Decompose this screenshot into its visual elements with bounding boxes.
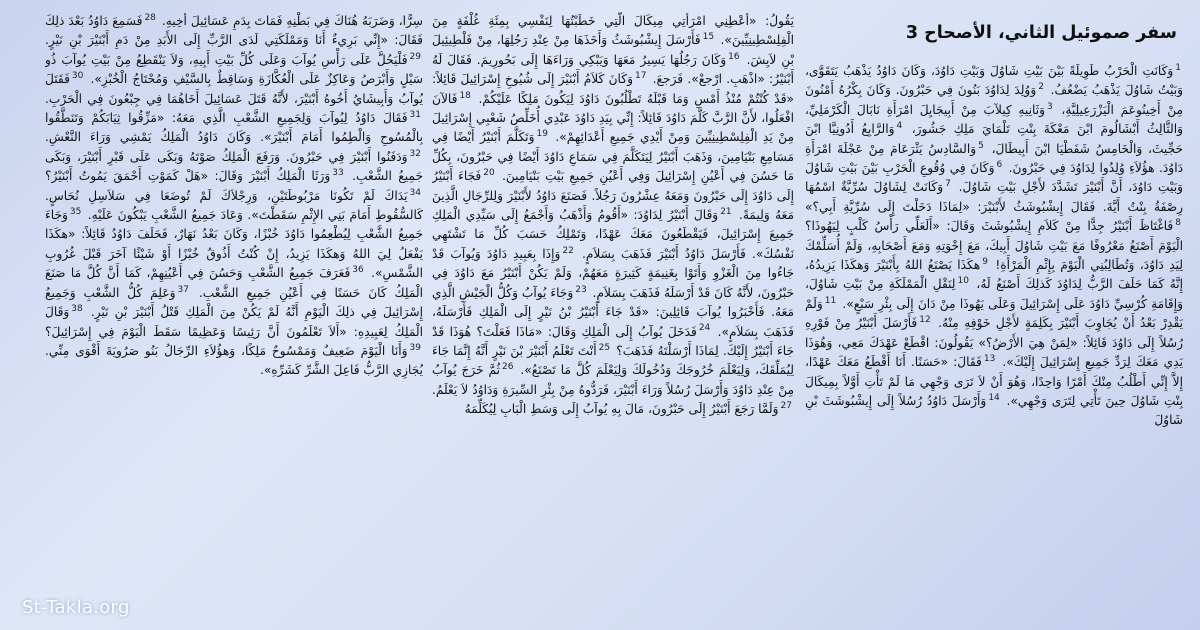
verse-number: 1: [1175, 62, 1181, 73]
verse-text: وَكَانَتْ لِشَاوُلَ سُرِّيَّةٌ اسْمُهَا رِصْفَةُ بِنْتُ أَيَّةَ. فَقَالَ إِيشْبُوشَثُ لأَبْنَيْرَ: «لِمَاذَا دَخَلْتَ إِلَى سُرِّيَّةِ أَبِي؟»: [805, 180, 1183, 214]
page-title: سفر صموئيل الثاني، الأصحاح 3: [905, 23, 1177, 43]
verse-number: 2: [1038, 82, 1044, 93]
verse-text: وَالسَّادِسُ يَثْرَعَامَ مِنْ عَجْلَةَ امْرَأَةِ دَاوُدَ. هؤُلاَءِ وُلِدُوا لِدَاوُدَ فِي حَبْرُونَ.: [805, 141, 1183, 176]
verse: [45, 344, 423, 377]
verse-number: 15: [702, 32, 715, 43]
text-column-2: [432, 12, 794, 612]
verse-number: 32: [409, 148, 421, 159]
verse-text: فَعَرَفَ جَمِيعُ الشَّعْبِ وَحَسُنَ فِي أَعْيُنِهِمْ، كَمَا أَنَّ كُلَّ مَا صَنَعَ الْمَلِكُ كَانَ حَسَنًا فِي أَعْيُنِ جَمِيعِ الشَّعْبِ.: [45, 266, 423, 300]
verse-text: وَجَاءَ جَمِيعُ الشَّعْبِ لِيُطْعِمُوا دَاوُدَ خُبْزًا، وَكَانَ بَعْدُ نَهَارٌ، فَحَلَفَ دَاوُدُ قَائِلاً: «هكَذَا يَفْعَلُ لِيَ اللهُ وَهكَذَا يَزِيدُ، إِنْ كُنْتُ أَذُوقُ خُبْزًا أَوْ شَيْئًا آخَرَ قَبْلَ غُرُوبِ الشَّمْسِ».: [45, 208, 423, 281]
verse-number: 25: [598, 342, 611, 353]
verse-text: لِنَقْلِ الْمَمْلَكَةِ مِنْ بَيْتِ شَاوُلَ، وَإِقَامَةِ كُرْسِيِّ دَاوُدَ عَلَى إِسْرَائِيلَ وَعَلَى يَهُوذَا مِنْ دَانَ إِلَى بِئْرِ سَبْعٍ».: [805, 277, 1183, 311]
verse-text: وَثَانِيهِ كِيلآبَ مِنْ أَبِيجَايِلَ امْرَأَةِ نَابَالَ الْكَرْمَلِيِّ، وَالثَّالِثُ أَبْشَالُومَ ابْنَ مَعْكَةَ بِنْتِ تَلْمَايَ مَلِكِ جَشُورَ،: [805, 102, 1183, 137]
text-column-1: [805, 20, 1183, 620]
verse-number: 38: [71, 304, 83, 315]
verse-list: [45, 12, 423, 381]
verse-number: 22: [562, 245, 574, 256]
verse-list: [805, 62, 1183, 431]
verse-list: [432, 12, 794, 420]
verse-number: 21: [720, 207, 732, 217]
verse: [45, 53, 423, 86]
verse-text: وَكَانَتِ الْحَرْبُ طَوِيلَةً بَيْنَ بَيْتِ شَاوُلَ وَبَيْتِ دَاوُدَ، وَكَانَ دَاوُدُ يَذْهَبُ يَتَقَوَّى، وَبَيْتُ شَاوُلَ يَذْهَبُ يَضْعُفُ.: [805, 64, 1183, 98]
verse-number: 36: [352, 265, 364, 276]
verse-text: وَقَالَ الْمَلِكُ لِعَبِيدِهِ: «أَلاَ تَعْلَمُونَ أَنَّ رَئِيسًا وَعَظِيمًا سَقَطَ الْيَوْمَ فِي إِسْرَائِيلَ؟: [45, 305, 423, 339]
verse-number: 29: [409, 51, 421, 62]
verse-number: 24: [698, 323, 711, 334]
verse-number: 6: [996, 159, 1003, 170]
verse-number: 34: [409, 187, 421, 198]
verse-number: 28: [144, 12, 156, 23]
verse-number: 30: [71, 71, 84, 82]
verse-number: 26: [502, 362, 514, 373]
verse-number: 17: [634, 71, 647, 82]
verse-number: 27: [780, 401, 792, 412]
verse-number: 11: [824, 295, 837, 306]
verse-text: وَلَمْ يَقْدِرْ بَعْدُ أَنْ يُجَاوِبَ أَبْنَيْرَ بِكَلِمَةٍ لأَجْلِ خَوْفِهِ مِنْهُ.: [805, 296, 1183, 331]
verse-text: وَكَانَ فِي وُقُوعِ الْحَرْبِ بَيْنَ بَيْتِ شَاوُلَ وَبَيْتِ دَاوُدَ، أَنَّ أَبْنَيْرَ تَشَدَّدَ لأَجْلِ بَيْتِ شَاوُلَ.: [805, 161, 1183, 195]
verse: [45, 189, 423, 222]
verse-number: 18: [459, 90, 471, 101]
verse-number: 37: [177, 284, 189, 295]
verse-text: هكَذَا يَصْنَعُ اللهُ بِأَبْنَيْرَ وَهكَذَا يَزِيدُهُ، إِنَّهُ كَمَا حَلَفَ الرَّبُّ لِدَاوُدَ كَذلِكَ أَصْنَعُ لَهُ،: [805, 258, 1183, 292]
verse-number: 9: [982, 257, 988, 267]
verse-number: 5: [978, 140, 984, 151]
text-column-3: [45, 12, 423, 612]
verse-number: 20: [483, 168, 495, 179]
verse-text: وَكَانَ كَلاَمُ أَبْنَيْرَ إِلَى شُيُوخِ إِسْرَائِيلَ قَائِلاً: «قَدْ كُنْتُمْ مُنْذُ أَمْسِ وَمَا قَبْلَهُ تَطْلُبُونَ دَاوُدَ لِيَكُونَ مَلِكًا عَلَيْكُمْ.: [432, 72, 794, 106]
verse-text: فَسَمِعَ دَاوُدُ بَعْدَ ذلِكَ فَقَالَ: «إِنِّي بَرِيءٌ أَنَا وَمَمْلَكَتِي لَدَى الرَّبِّ إِلَى الأَبَدِ مِنْ دَمِ أَبْنَيْرَ بْنِ نَيْرٍ.: [45, 14, 423, 48]
verse: [465, 402, 794, 416]
verse-text: فَلْيَحُلَّ عَلَى رَأْسِ يُوآبَ وَعَلَى كُلِّ بَيْتِ أَبِيهِ، وَلاَ يَنْقَطِعُ مِنْ بَيْتِ يُوآبَ ذُو سَيْلٍ وَأَبْرَصُ وَعَاكِزٌ عَلَى الْعُكَّازَةِ وَسَاقِطٌ بِالسَّيْفِ وَمُحْتَاجُ الْخُبْزِ».: [45, 52, 423, 87]
verse-text: وَالرَّابِعُ أَدُونِيَّا ابْنَ حَجِّيثَ، وَالْخَامِسُ شَفَطْيَا ابْنَ أَبِيطَالَ،: [805, 122, 1183, 156]
verse-text: وَإِذَا بِعَبِيدِ دَاوُدَ وَيُوآبَ قَدْ جَاءُوا مِنَ الْغَزْوِ وَأَتَوْا بِغَنِيمَةٍ كَثِيرَةٍ مَعَهُمْ، وَلَمْ يَكُنْ أَبْنَيْرُ مَعَ دَاوُدَ فِي حَبْرُونَ، لأَنَّهُ كَانَ قَدْ أَرْسَلَهُ فَذَهَبَ بِسَلاَمٍ.: [432, 246, 794, 300]
verse: [45, 169, 346, 183]
verse-text: أَنْتَ تَعْلَمُ أَبْنَيْرَ بْنَ نَيْرٍ أَنَّهُ إِنَّمَا جَاءَ لِيُمَلِّقَكَ، وَلِيَعْلَمَ خُرُوجَكَ وَدُخُولَكَ وَلِيَعْلَمَ كُلَّ مَا تَصْنَعُ».: [432, 343, 794, 378]
verse-text: وَوُلِدَ لِدَاوُدَ بَنُونَ فِي حَبْرُونَ. وَكَانَ بِكْرُهُ أَمْنُونَ مِنْ أَخِينُوعَمَ الْيَزْرَعِيلِيَّةِ،: [805, 83, 1183, 117]
site-watermark: St-Takla.org: [22, 597, 130, 618]
verse-number: 16: [728, 51, 740, 62]
verse-text: وَتَكَلَّمَ أَبْنَيْرُ أَيْضًا فِي مَسَامِعِ بَنْيَامِينَ، وَذَهَبَ أَبْنَيْرُ لِيَتَكَلَّمَ فِي سَمَاعِ دَاوُدَ أَيْضًا فِي حَبْرُونَ، بِكُلِّ مَا حَسُنَ فِي أَعْيُنِ إِسْرَائِيلَ وَفِي أَعْيُنِ جَمِيعِ بَيْتِ بَنْيَامِينَ.: [432, 130, 794, 184]
verse-text: فَقَالَ: «حَسَنًا. أَنَا أَقْطَعُ مَعَكَ عَهْدًا، إِلاَّ إِنِّي أَطْلُبُ مِنْكَ أَمْرًا وَاحِدًا، وَهُوَ أَنْ لاَ تَرَى وَجْهِي مَا لَمْ تَأْتِ أَوَّلاً بِمِيكَالَ بِنْتِ شَاوُلَ حِينَ تَأْتِي لِتَرَى وَجْهِي».: [805, 355, 1183, 408]
verse-number: 14: [988, 392, 1000, 403]
verse: [45, 111, 423, 144]
verse-text: وَقَالَ أَبْنَيْرُ لِدَاوُدَ: «أَقُومُ وَأَذْهَبُ وَأَجْمَعُ إِلَى سَيِّدِي الْمَلِكِ جَمِيعَ إِسْرَائِيلَ، فَيَقْطَعُونَ مَعَكَ عَهْدًا، وَتَمْلِكُ حَسَبَ كُلِّ مَا تَشْتَهِي نَفْسُكَ». فَأَرْسَلَ دَاوُدُ أَبْنَيْرَ فَذَهَبَ بِسَلاَمٍ.: [432, 208, 794, 261]
verse-text: وَأَرْسَلَ دَاوُدُ رُسُلاً إِلَى إِيشْبُوشَثَ بْنِ شَاوُلَ: [805, 393, 1183, 428]
verse-number: 39: [409, 342, 421, 353]
verse-text: يَدَاكَ لَمْ تَكُونَا مَرْبُوطَتَيْنِ، وَرِجْلاَكَ لَمْ تُوضَعَا فِي سَلاَسِلِ نُحَاسٍ. كَالسُّقُوطِ أَمَامَ بَنِي الإِثْمِ سَقَطْتَ». وَعَادَ جَمِيعُ الشَّعْبِ يَبْكُونَ عَلَيْهِ.: [45, 188, 423, 223]
verse-number: 35: [69, 207, 82, 217]
verse-text: وَرَثَا الْمَلِكُ أَبْنَيْرَ وَقَالَ: «هَلْ كَمَوْتِ أَحْمَقَ يَمُوتُ أَبْنَيْرُ؟: [45, 169, 331, 184]
verse-text: يَقُولُ: «أَعْطِنِي امْرَأَتِي مِيكَالَ الَّتِي خَطَبْتُهَا لِنَفْسِي بِمِئَةِ غُلْفَةٍ مِنَ الْفِلِسْطِينِيِّينَ».: [432, 14, 794, 48]
verse-text: فَدَخَلَ يُوآبُ إِلَى الْمَلِكِ وَقَالَ: «مَاذَا فَعَلْتَ؟ هُوَذَا قَدْ جَاءَ أَبْنَيْرُ إِلَيْكَ. لِمَاذَا أَرْسَلْتَهُ فَذَهَبَ؟: [432, 324, 794, 358]
verse-text: وَكَانَ رَجُلُهَا يَسِيرُ مَعَهَا وَيَبْكِي وَرَاءَهَا إِلَى بَحُورِيمَ. فَقَالَ لَهُ أَبْنَيْرُ: «اذْهَبِ. ارْجعْ». فَرَجعَ.: [432, 52, 794, 87]
verse-number: 19: [536, 129, 548, 140]
verse-number: 8: [1175, 218, 1181, 229]
verse-text: وَعَلِمَ كُلُّ الشَّعْبِ وَجَمِيعُ إِسْرَائِيلَ فِي ذلِكَ الْيَوْمِ أَنَّهُ لَمْ يَكُنْ مِنَ الْمَلِكِ قَتْلُ أَبْنَيْرَ بْنِ نَيْرٍ.: [45, 285, 423, 320]
verse-text: فَالآنَ افْعَلُوا، لأَنَّ الرَّبَّ كَلَّمَ دَاوُدَ قَائِلاً: إِنِّي بِيَدِ دَاوُدَ عَبْدِي أُخَلِّصُ شَعْبِي إِسْرَائِيلَ مِنْ يَدِ الْفِلِسْطِينِيِّينَ وَمِنْ أَيْدِي جَمِيعِ أَعْدَائِهِمْ».: [432, 91, 794, 145]
verse-text: فَأَرْسَلَ إِيشْبُوشَثُ وَأَخَذَهَا مِنْ عِنْدِ رَجُلِهَا، مِنْ فَلْطِيئِيلَ بْنِ لاَيِشَ.: [432, 33, 794, 67]
verse-text: وَلَمَّا رَجَعَ أَبْنَيْرُ إِلَى حَبْرُونَ، مَالَ بِهِ يُوآبُ إِلَى وَسَطِ الْبَابِ لِيُكَلِّمَهُ: [464, 402, 779, 417]
verse-text: وَدَفَنُوا أَبْنَيْرَ فِي حَبْرُونَ. وَرَفَعَ الْمَلِكُ صَوْتَهُ وَبَكَى عَلَى قَبْرِ أَبْنَيْرَ، وَبَكَى جَمِيعُ الشَّعْبِ.: [45, 149, 423, 184]
verse-text: ثُمَّ خَرَجَ يُوآبُ مِنْ عِنْدِ دَاوُدَ وَأَرْسَلَ رُسُلاً وَرَاءَ أَبْنَيْرَ، فَرَدُّوهُ مِنْ بِئْرِ السِّيرَةِ وَدَاوُدُ لاَ يَعْلَمُ.: [432, 363, 794, 397]
verse-number: 12: [919, 315, 931, 326]
verse-text: فَجَاءَ أَبْنَيْرُ إِلَى دَاوُدَ إِلَى حَبْرُونَ وَمَعَهُ عِشْرُونَ رَجُلاً. فَصَنَعَ دَاوُدُ لأَبْنَيْرَ وَلِلرِّجَالِ الَّذِينَ مَعَهُ وَلِيمَةً.: [432, 169, 794, 223]
verse-text: فَاغْتَاظَ أَبْنَيْرُ جِدًّا مِنْ كَلاَمِ إِيشْبُوشَثَ وَقَالَ: «أَلَعَلِّي رَأْسُ كَلْبٍ لِيَهُوذَا؟ الْيَوْمَ أَصْنَعُ مَعْرُوفًا مَعَ بَيْتِ شَاوُلَ أَبِيكَ، مَعَ إِخْوَتِهِ وَمَعَ أَصْحَابِهِ، وَلَمْ أُسَلِّمْكَ لِيَدِ دَاوُدَ، وَتُطَالِبُنِي الْيَوْمَ بِإِثْمِ الْمَرْأَةِ!: [805, 219, 1183, 273]
verse-number: 3: [1046, 101, 1053, 112]
verse-number: 4: [896, 121, 903, 132]
verse-text: فَقَالَ دَاوُدُ لِيُوآبَ وَلِجَمِيعِ الشَّعْبِ الَّذِي مَعَهُ: «مَزِّقُوا ثِيَابَكُمْ وَتَنَطَّقُوا بِالْمُسُوحِ وَالْطِمُوا أَمَامَ أَبْنَيْرَ». وَكَانَ دَاوُدُ الْمَلِكُ يَمْشِي وَرَاءَ النَّعْشِ.: [45, 111, 423, 145]
verse-text: فَأَرْسَلَ أَبْنَيْرُ مِنْ فَوْرِهِ رُسُلاً إِلَى دَاوُدَ قَائِلاً: «لِمَنْ هِيَ الأَرْضُ؟» يَقُولُونَ: اقْطَعْ عَهْدَكَ مَعِي، وَهُوَذَا يَدِي مَعَكَ لِرَدِّ جَمِيعِ إِسْرَائِيلَ إِلَيْكَ».: [805, 316, 1183, 370]
verse-number: 13: [983, 354, 996, 365]
verse: [158, 14, 423, 28]
verse-number: 23: [575, 284, 587, 295]
verse-number: 7: [945, 179, 951, 190]
verse-number: 31: [409, 109, 421, 120]
verse-text: فَقَتَلَ يُوآبُ وَأَبِيشَايُ أَخُوهُ أَبْنَيْرَ، لأَنَّهُ قَتَلَ عَسَائِيلَ أَخَاهُمَا فِي جِبْعُونَ فِي الْحَرْبِ.: [45, 72, 423, 106]
verse-text: وَأَنَا الْيَوْمَ ضَعِيفٌ وَمَمْسُوحٌ مَلِكًا، وَهؤُلاَءِ الرِّجَالُ بَنُو صَرُويَةَ أَقْوَى مِنِّي. يُجَازِي الرَّبُّ فَاعِلَ الشَّرِّ كَشَرِّهِ».: [45, 343, 423, 378]
verse-text: سِرًّا، وَضَرَبَهُ هُنَاكَ فِي بَطْنِهِ فَمَاتَ بِدَمِ عَسَائِيلَ أَخِيهِ.: [157, 14, 423, 28]
verse-number: 10: [957, 276, 969, 287]
verse-number: 33: [332, 168, 344, 179]
verse-text: وَجَاءَ يُوآبُ وَكُلُّ الْجَيْشِ الَّذِي مَعَهُ. فَأَخْبَرُوا يُوآبَ قَائِلِينَ: «قَدْ جَاءَ أَبْنَيْرُ بْنُ نَيْرٍ إِلَى الْمَلِكِ فَأَرْسَلَهُ، فَذَهَبَ بِسَلاَمٍ».: [432, 285, 794, 339]
